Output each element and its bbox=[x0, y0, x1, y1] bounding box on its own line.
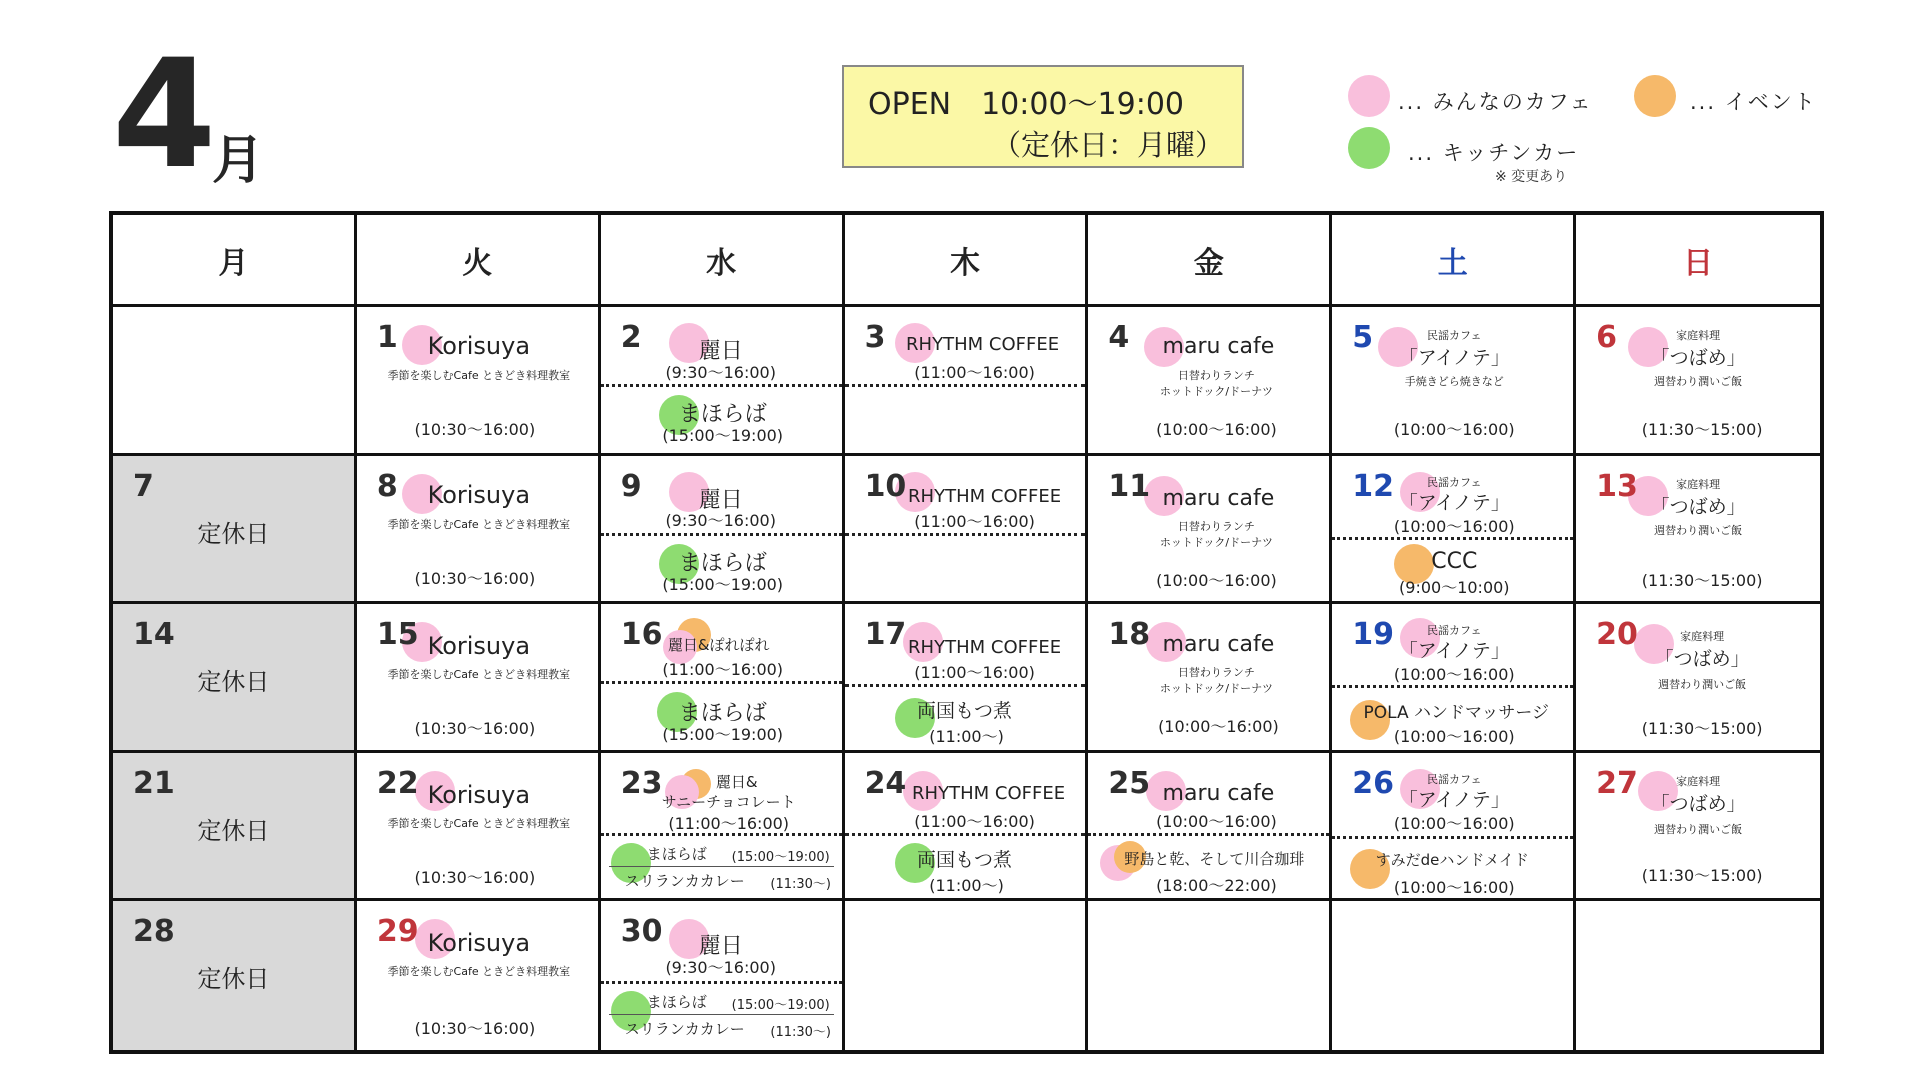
cafe-subtitle: 季節を楽しむCafe ときどき料理教室 bbox=[387, 668, 571, 682]
weekday-sun: 日 bbox=[1576, 215, 1820, 307]
divider bbox=[601, 681, 842, 684]
kitchen-name: スリランカカレー bbox=[624, 1020, 745, 1039]
divider bbox=[601, 533, 842, 536]
cafe-name: 「つばめ」 bbox=[1650, 347, 1746, 369]
kitchen-legend-dot bbox=[1348, 127, 1390, 169]
event-legend-dot bbox=[1634, 75, 1676, 117]
weekday-sat: 土 bbox=[1332, 215, 1576, 307]
cafe-time: (10:30〜16:00) bbox=[414, 719, 536, 739]
cafe-name: Korisuya bbox=[427, 929, 531, 958]
day-number: 10 bbox=[864, 468, 907, 504]
weekday-tue: 火 bbox=[357, 215, 601, 307]
day-cell-8[interactable] bbox=[357, 456, 601, 605]
cafe-subtitle: 季節を楽しむCafe ときどき料理教室 bbox=[387, 517, 571, 531]
month-unit: 月 bbox=[212, 131, 265, 191]
divider bbox=[609, 866, 834, 867]
kitchen-time: (15:00〜19:00) bbox=[662, 725, 784, 745]
divider bbox=[601, 384, 842, 387]
day-cell-20[interactable] bbox=[1576, 604, 1820, 753]
kitchen-time: (11:30〜) bbox=[770, 876, 832, 892]
closed-day-note: （定休日：月曜） bbox=[991, 128, 1224, 162]
day-cell-11[interactable] bbox=[1088, 456, 1332, 605]
divider bbox=[601, 981, 842, 984]
day-cell-empty bbox=[845, 901, 1089, 1050]
cafe-name: RHYTHM COFFEE bbox=[908, 637, 1062, 659]
cafe-name: Korisuya bbox=[427, 480, 531, 509]
cafe-subtitle: 週替わり潤いご飯 bbox=[1654, 822, 1743, 836]
kitchen-name: まほらば bbox=[646, 844, 707, 863]
cafe-legend-label: ... みんなのカフェ bbox=[1398, 90, 1593, 114]
cafe-name: maru cafe bbox=[1162, 632, 1275, 658]
cafe-time: (11:00〜16:00) bbox=[668, 813, 790, 833]
cafe-time: (10:00〜16:00) bbox=[1393, 516, 1515, 536]
divider bbox=[1332, 537, 1573, 540]
event-name: すみだdeハンドメイド bbox=[1375, 850, 1529, 869]
divider bbox=[845, 833, 1086, 836]
day-cell-4[interactable] bbox=[1088, 307, 1332, 456]
day-number: 19 bbox=[1352, 617, 1395, 653]
day-cell-2[interactable] bbox=[601, 307, 845, 456]
cafe-name: Korisuya bbox=[427, 632, 531, 661]
cafe-name: 麗日& bbox=[715, 772, 758, 791]
event-name: CCC bbox=[1431, 548, 1478, 574]
kitchen-time: (15:00〜19:00) bbox=[662, 574, 784, 594]
day-number: 9 bbox=[620, 468, 642, 504]
day-number: 8 bbox=[376, 468, 398, 504]
weekday-fri: 金 bbox=[1088, 215, 1332, 307]
cafe-time: (10:30〜16:00) bbox=[414, 1019, 536, 1039]
day-number: 20 bbox=[1596, 617, 1638, 653]
day-number: 11 bbox=[1108, 468, 1151, 504]
cafe-subtitle: 週替わり潤いご飯 bbox=[1658, 678, 1747, 692]
day-cell-15[interactable] bbox=[357, 604, 601, 753]
open-hours-box bbox=[842, 65, 1244, 168]
day-cell-13[interactable] bbox=[1576, 456, 1820, 605]
cafe-name: RHYTHM COFFEE bbox=[908, 485, 1062, 507]
day-cell-5[interactable] bbox=[1332, 307, 1576, 456]
event-time: (9:00〜10:00) bbox=[1399, 577, 1510, 597]
kitchen-name: 両国もつ煮 bbox=[917, 848, 1013, 871]
day-cell-empty bbox=[1332, 901, 1576, 1050]
cafe-name: 「アイノテ」 bbox=[1398, 491, 1510, 514]
cafe-name: 「つばめ」 bbox=[1654, 648, 1750, 671]
divider bbox=[845, 533, 1086, 536]
cafe-name: maru cafe bbox=[1162, 334, 1275, 359]
event-name: 野島と乾、そして川合珈琲 bbox=[1124, 849, 1305, 868]
kitchen-name: まほらば bbox=[678, 402, 767, 427]
closed-label: 定休日 bbox=[197, 965, 270, 994]
cafe-subtitle: ホットドック/ドーナツ bbox=[1159, 682, 1273, 696]
kitchen-time: (15:00〜19:00) bbox=[662, 426, 784, 445]
divider bbox=[609, 1014, 834, 1015]
day-number: 25 bbox=[1108, 765, 1151, 801]
event-name: POLA ハンドマッサージ bbox=[1363, 703, 1550, 724]
day-cell-3[interactable] bbox=[845, 307, 1089, 456]
cafe-subtitle: 週替わり潤いご飯 bbox=[1654, 523, 1743, 537]
weekday-wed: 水 bbox=[601, 215, 845, 307]
day-number: 2 bbox=[620, 320, 642, 355]
cafe-name: 「アイノテ」 bbox=[1398, 347, 1510, 369]
cafe-name: maru cafe bbox=[1162, 485, 1275, 511]
event-legend-label: ... イベント bbox=[1690, 90, 1817, 114]
day-number: 26 bbox=[1352, 765, 1395, 801]
cafe-name: 麗日 bbox=[698, 934, 743, 960]
cafe-subtitle: 季節を楽しむCafe ときどき料理教室 bbox=[387, 816, 571, 830]
day-cell-empty bbox=[113, 307, 357, 456]
cafe-name: 「つばめ」 bbox=[1650, 792, 1746, 815]
cafe-time: (10:30〜16:00) bbox=[414, 867, 536, 887]
day-number: 15 bbox=[376, 617, 419, 653]
day-number: 21 bbox=[133, 765, 175, 801]
cafe-subtitle: 季節を楽しむCafe ときどき料理教室 bbox=[387, 369, 571, 382]
kitchen-legend-label: ... キッチンカー bbox=[1408, 141, 1580, 165]
divider bbox=[601, 833, 842, 836]
day-cell-17[interactable] bbox=[845, 604, 1089, 753]
cafe-name: Korisuya bbox=[427, 780, 531, 809]
day-cell-25[interactable] bbox=[1088, 753, 1332, 902]
cafe-name: maru cafe bbox=[1162, 780, 1275, 806]
divider bbox=[1332, 685, 1573, 688]
day-number: 18 bbox=[1108, 617, 1151, 653]
day-cell-21 bbox=[113, 753, 357, 902]
day-cell-18[interactable] bbox=[1088, 604, 1332, 753]
cafe-name: 麗日 bbox=[698, 487, 743, 513]
day-cell-1[interactable] bbox=[357, 307, 601, 456]
cafe-subtitle: ホットドック/ドーナツ bbox=[1159, 385, 1273, 398]
month-number: 4 bbox=[112, 28, 213, 202]
cafe-time: (11:30〜15:00) bbox=[1641, 719, 1763, 739]
day-number: 28 bbox=[133, 914, 175, 950]
day-number: 23 bbox=[620, 765, 663, 801]
cafe-subtitle: 週替わり潤いご飯 bbox=[1654, 375, 1743, 388]
weekday-thu: 木 bbox=[845, 215, 1089, 307]
day-number: 14 bbox=[133, 617, 175, 653]
calendar-grid bbox=[109, 211, 1824, 1054]
divider bbox=[845, 384, 1086, 387]
day-cell-10[interactable] bbox=[845, 456, 1089, 605]
day-number: 6 bbox=[1596, 320, 1618, 355]
cafe-time: (9:30〜16:00) bbox=[665, 958, 776, 978]
cafe-prefix: 民謡カフェ bbox=[1427, 329, 1482, 342]
kitchen-name: まほらば bbox=[678, 550, 767, 576]
cafe-time: (11:30〜15:00) bbox=[1641, 570, 1763, 590]
kitchen-name: まほらば bbox=[646, 993, 707, 1012]
cafe-prefix: 民謡カフェ bbox=[1427, 772, 1482, 786]
cafe-name: 「アイノテ」 bbox=[1398, 640, 1510, 663]
cafe-subtitle: 日替わりランチ bbox=[1177, 519, 1255, 533]
day-cell-6[interactable] bbox=[1576, 307, 1820, 456]
cafe-name: RHYTHM COFFEE bbox=[912, 782, 1066, 804]
cafe-time: (10:30〜16:00) bbox=[414, 568, 536, 588]
kitchen-name: まほらば bbox=[678, 701, 767, 727]
month-title bbox=[112, 28, 265, 202]
day-number: 27 bbox=[1596, 765, 1638, 801]
cafe-time: (9:30〜16:00) bbox=[665, 510, 776, 530]
cafe-time: (11:00〜16:00) bbox=[914, 511, 1035, 531]
cafe-time: (10:00〜16:00) bbox=[1156, 570, 1277, 590]
closed-label: 定休日 bbox=[197, 519, 270, 548]
closed-label: 定休日 bbox=[197, 668, 270, 697]
cafe-time: (10:00〜16:00) bbox=[1393, 813, 1515, 833]
day-cell-28 bbox=[113, 901, 357, 1050]
day-cell-16[interactable] bbox=[601, 604, 845, 753]
cafe-prefix: 家庭料理 bbox=[1676, 329, 1721, 342]
cafe-name: サニーチョコレート bbox=[661, 792, 796, 811]
day-number: 16 bbox=[620, 617, 663, 653]
day-number: 29 bbox=[376, 914, 419, 950]
kitchen-name: 両国もつ煮 bbox=[917, 700, 1013, 723]
closed-label: 定休日 bbox=[197, 816, 270, 845]
day-number: 4 bbox=[1108, 320, 1130, 355]
cafe-time: (11:00〜16:00) bbox=[914, 663, 1035, 683]
day-number: 30 bbox=[620, 914, 663, 950]
day-cell-19[interactable] bbox=[1332, 604, 1576, 753]
kitchen-time: (11:00〜) bbox=[929, 727, 1004, 747]
cafe-name: 「つばめ」 bbox=[1650, 495, 1746, 518]
day-cell-24[interactable] bbox=[845, 753, 1089, 902]
open-hours: OPEN 10:00〜19:00 bbox=[868, 87, 1185, 122]
divider bbox=[845, 684, 1086, 687]
event-time: (10:00〜16:00) bbox=[1393, 877, 1515, 897]
cafe-time: (10:00〜16:00) bbox=[1393, 665, 1515, 685]
cafe-prefix: 民謡カフェ bbox=[1427, 475, 1482, 489]
cafe-name: RHYTHM COFFEE bbox=[906, 334, 1060, 355]
cafe-time: (11:30〜15:00) bbox=[1641, 865, 1763, 885]
cafe-time: (11:30〜15:00) bbox=[1641, 420, 1763, 439]
day-cell-22[interactable] bbox=[357, 753, 601, 902]
day-number: 24 bbox=[864, 765, 907, 801]
kitchen-time: (15:00〜19:00) bbox=[731, 849, 830, 865]
cafe-subtitle: 日替わりランチ bbox=[1177, 666, 1255, 680]
cafe-time: (10:00〜16:00) bbox=[1393, 420, 1515, 439]
cafe-subtitle: ホットドック/ドーナツ bbox=[1159, 535, 1273, 549]
day-number: 5 bbox=[1352, 320, 1374, 355]
day-cell-9[interactable] bbox=[601, 456, 845, 605]
event-time: (18:00〜22:00) bbox=[1156, 875, 1277, 895]
cafe-subtitle: 日替わりランチ bbox=[1177, 369, 1255, 382]
day-cell-7 bbox=[113, 456, 357, 605]
day-number: 13 bbox=[1596, 468, 1638, 504]
cafe-prefix: 民謡カフェ bbox=[1427, 624, 1482, 638]
cafe-name: 麗日 bbox=[698, 339, 743, 364]
day-cell-26[interactable] bbox=[1332, 753, 1576, 902]
cafe-name: 麗日&ぽれぽれ bbox=[667, 636, 770, 655]
day-cell-30[interactable] bbox=[601, 901, 845, 1050]
day-number: 22 bbox=[376, 765, 419, 801]
cafe-name: 「アイノテ」 bbox=[1398, 788, 1510, 811]
kitchen-time: (11:30〜) bbox=[770, 1025, 832, 1041]
day-number: 12 bbox=[1352, 468, 1395, 504]
cafe-time: (10:00〜16:00) bbox=[1158, 717, 1279, 737]
kitchen-time: (15:00〜19:00) bbox=[731, 998, 830, 1014]
divider bbox=[1332, 836, 1573, 839]
day-cell-empty bbox=[1088, 901, 1332, 1050]
weekday-mon: 月 bbox=[113, 215, 357, 307]
cafe-time: (11:00〜16:00) bbox=[662, 660, 784, 680]
cafe-subtitle: 手焼きどら焼きなど bbox=[1404, 375, 1504, 388]
divider bbox=[1088, 833, 1329, 836]
change-note: ※ 変更あり bbox=[1495, 169, 1568, 185]
cafe-prefix: 家庭料理 bbox=[1676, 477, 1721, 491]
cafe-prefix: 家庭料理 bbox=[1680, 630, 1725, 644]
cafe-name: Korisuya bbox=[427, 332, 531, 360]
cafe-time: (10:00〜16:00) bbox=[1156, 420, 1277, 439]
cafe-prefix: 家庭料理 bbox=[1676, 774, 1721, 788]
kitchen-time: (11:00〜) bbox=[929, 875, 1004, 895]
day-cell-23[interactable] bbox=[601, 753, 845, 902]
cafe-time: (11:00〜16:00) bbox=[914, 811, 1035, 831]
day-cell-27[interactable] bbox=[1576, 753, 1820, 902]
day-number: 7 bbox=[133, 468, 154, 504]
cafe-subtitle: 季節を楽しむCafe ときどき料理教室 bbox=[387, 965, 571, 979]
kitchen-name: スリランカカレー bbox=[624, 871, 745, 890]
cafe-time: (10:00〜16:00) bbox=[1156, 811, 1277, 831]
day-cell-29[interactable] bbox=[357, 901, 601, 1050]
cafe-time: (11:00〜16:00) bbox=[914, 363, 1035, 382]
cafe-time: (10:30〜16:00) bbox=[414, 420, 536, 439]
day-number: 17 bbox=[864, 617, 907, 653]
day-number: 1 bbox=[376, 320, 398, 355]
cafe-time: (9:30〜16:00) bbox=[665, 363, 776, 382]
day-cell-12[interactable] bbox=[1332, 456, 1576, 605]
cafe-legend-dot bbox=[1348, 75, 1390, 117]
event-time: (10:00〜16:00) bbox=[1393, 727, 1515, 747]
day-number: 3 bbox=[864, 320, 886, 355]
day-cell-14 bbox=[113, 604, 357, 753]
day-cell-empty bbox=[1576, 901, 1820, 1050]
